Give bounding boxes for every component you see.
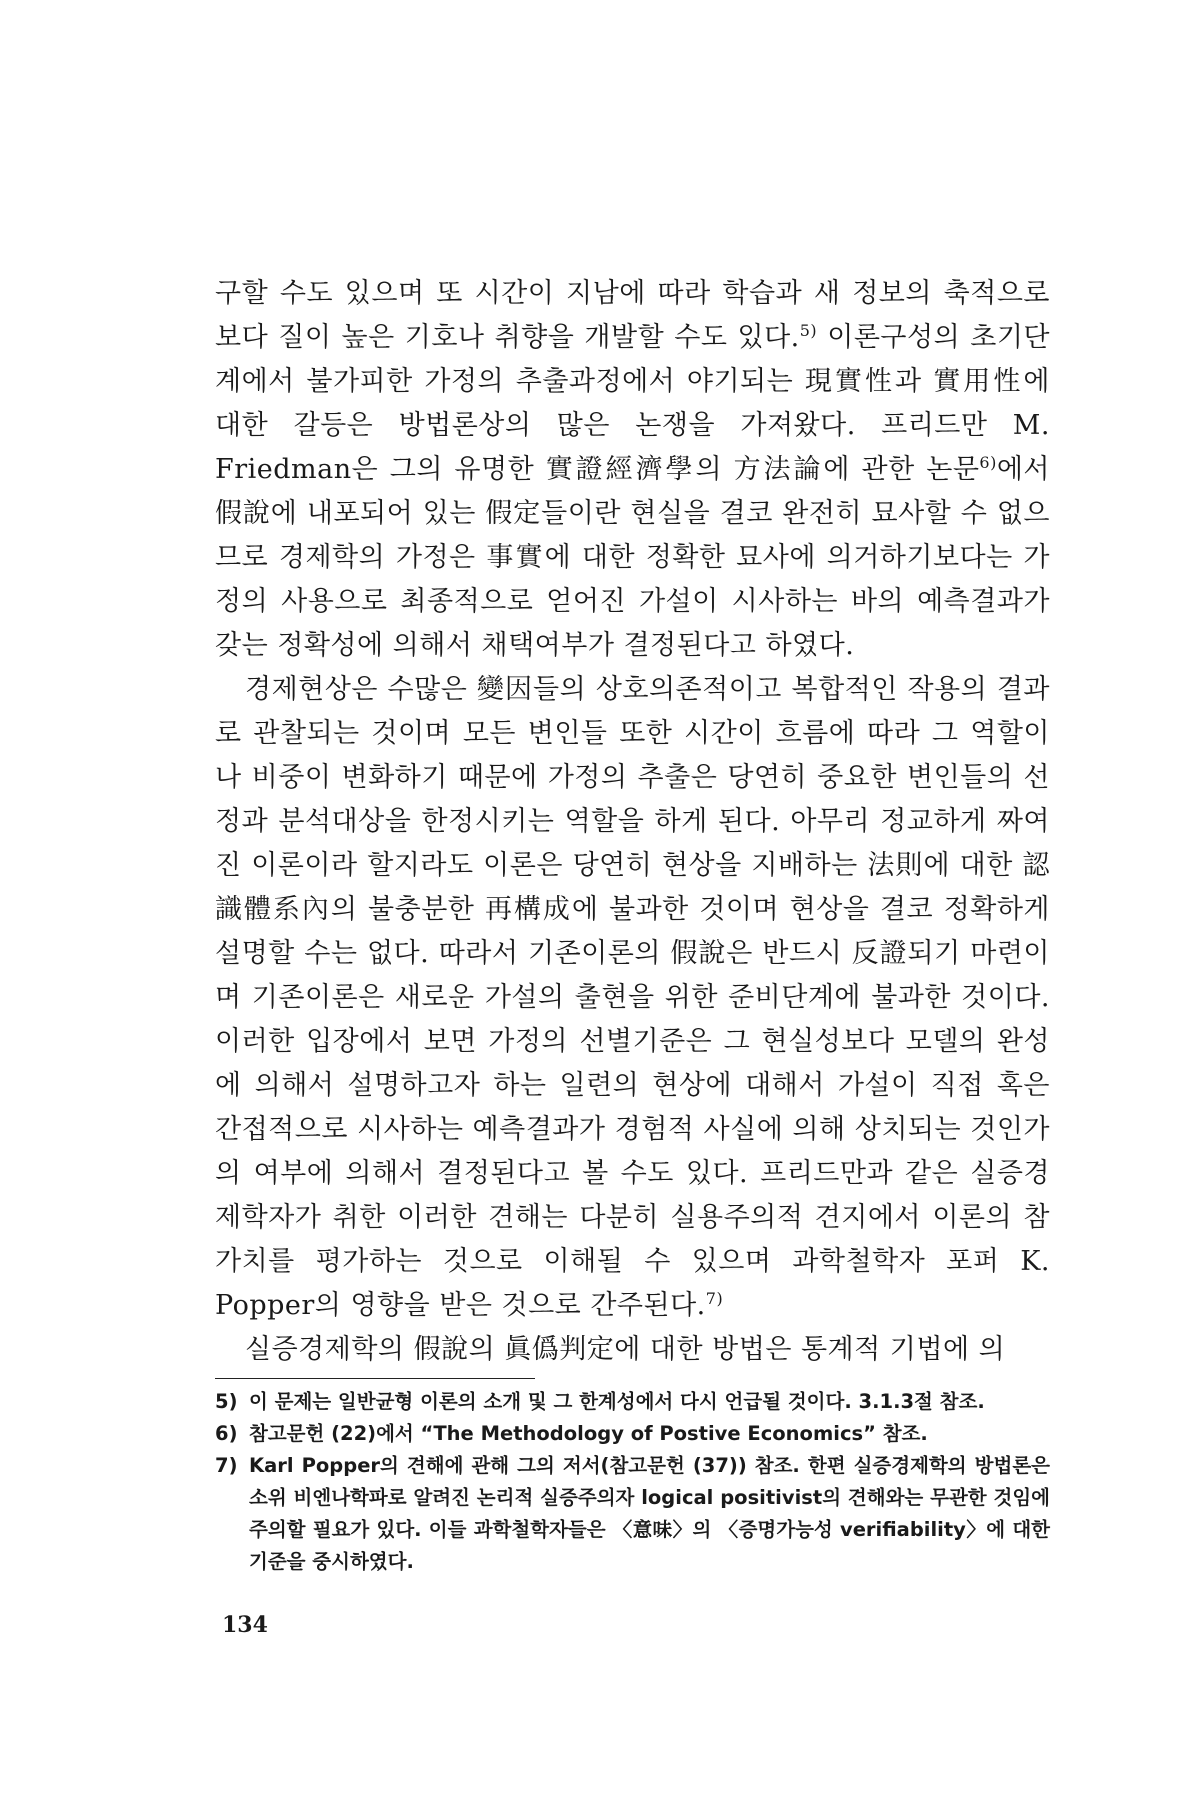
footnote-5 bbox=[215, 1386, 1050, 1418]
footnote-7 bbox=[215, 1450, 1050, 1578]
footnote-text: 이 문제는 일반균형 이론의 소개 및 그 한계성에서 다시 언급될 것이다. 3.1.3절 참조. bbox=[249, 1390, 985, 1413]
footnotes bbox=[215, 1386, 1050, 1578]
footnote-text: 참고문헌 (22)에서 “The Methodology of Postive Economics” 참조. bbox=[249, 1422, 928, 1445]
footnote-ref-6: 6) bbox=[979, 453, 997, 472]
paragraph-1 bbox=[215, 272, 1050, 668]
paragraph-2-text: 경제현상은 수많은 變因들의 상호의존적이고 복합적인 작용의 결과로 관찰되는 것이며 모든 변인들 또한 시간이 흐름에 따라 그 역할이나 비중이 변화하기 때문에 가정의 추출은 당연히 중요한 변인들의 선정과 분석대상을 한정시키는 역할을 하게 된다. 아무리 정교하게 짜여진 이론이라 할지라도 이론은 당연히 현상을 지배하는 法則에 대한 認識體系內의 불충분한 再構成에 불과한 것이며 현상을 결코 정확하게 설명할 수는 없다. 따라서 기존이론의 假說은 반드시 反證되기 마련이며 기존이론은 새로운 가설의 출현을 위한 준비단계에 불과한 것이다. 이러한 입장에서 보면 가정의 선별기준은 그 현실성보다 모델의 완성에 의해서 설명하고자 하는 일련의 현상에 대해서 가설이 직접 혹은 간접적으로 시사하는 예측결과가 경험적 사실에 의해 상치되는 것인가의 여부에 의해서 결정된다고 볼 수도 있다. 프리드만과 같은 실증경제학자가 취한 이러한 견해는 다분히 실용주의적 견지에서 이론의 참 가치를 평가하는 것으로 이해될 수 있으며 과학철학자 포퍼 K. Popper의 영향을 받은 것으로 간주된다. bbox=[215, 674, 1050, 1321]
footnote-ref-5: 5) bbox=[799, 321, 818, 340]
page-number: 134 bbox=[222, 1612, 268, 1638]
paragraph-2 bbox=[215, 668, 1050, 1328]
footnote-number: 7) bbox=[215, 1454, 238, 1477]
body-text bbox=[215, 272, 1050, 1372]
footnote-number: 5) bbox=[215, 1390, 238, 1413]
footnote-number: 6) bbox=[215, 1422, 238, 1445]
paragraph-3 bbox=[215, 1328, 1050, 1372]
paragraph-1-text-a: 구할 수도 있으며 또 시간이 지남에 따라 학습과 새 정보의 축적으로 보다 질이 높은 기호나 취향을 개발할 수도 있다. bbox=[215, 278, 1050, 353]
footnote-ref-7: 7) bbox=[705, 1289, 724, 1308]
paragraph-1-text-b: 이론구성의 초기단계에서 불가피한 가정의 추출과정에서 야기되는 現實性과 實用性에 대한 갈등은 방법론상의 많은 논쟁을 가져왔다. 프리드만 M. Friedman은 그의 유명한 實證經濟學의 方法論에 관한 논문 bbox=[215, 322, 1050, 485]
footnote-divider bbox=[215, 1378, 535, 1379]
footnote-6 bbox=[215, 1418, 1050, 1450]
paragraph-3-text: 실증경제학의 假說의 眞僞判定에 대한 방법은 통계적 기법에 의 bbox=[245, 1334, 1006, 1365]
paragraph-1-text-c: 에서 假說에 내포되어 있는 假定들이란 현실을 결코 완전히 묘사할 수 없으므로 경제학의 가정은 事實에 대한 정확한 묘사에 의거하기보다는 가정의 사용으로 최종적으로 얻어진 가설이 시사하는 바의 예측결과가 갖는 정확성에 의해서 채택여부가 결정된다고 하였다. bbox=[215, 454, 1050, 661]
footnote-text: Karl Popper의 견해에 관해 그의 저서(참고문헌 (37)) 참조. 한편 실증경제학의 방법론은 소위 비엔나학파로 알려진 논리적 실증주의자 logical positivist의 견해와는 무관한 것임에 주의할 필요가 있다. 이들 과학철학자들은 〈意味〉의 〈증명가능성 verifiability〉에 대한 기준을 중시하였다. bbox=[249, 1454, 1050, 1573]
